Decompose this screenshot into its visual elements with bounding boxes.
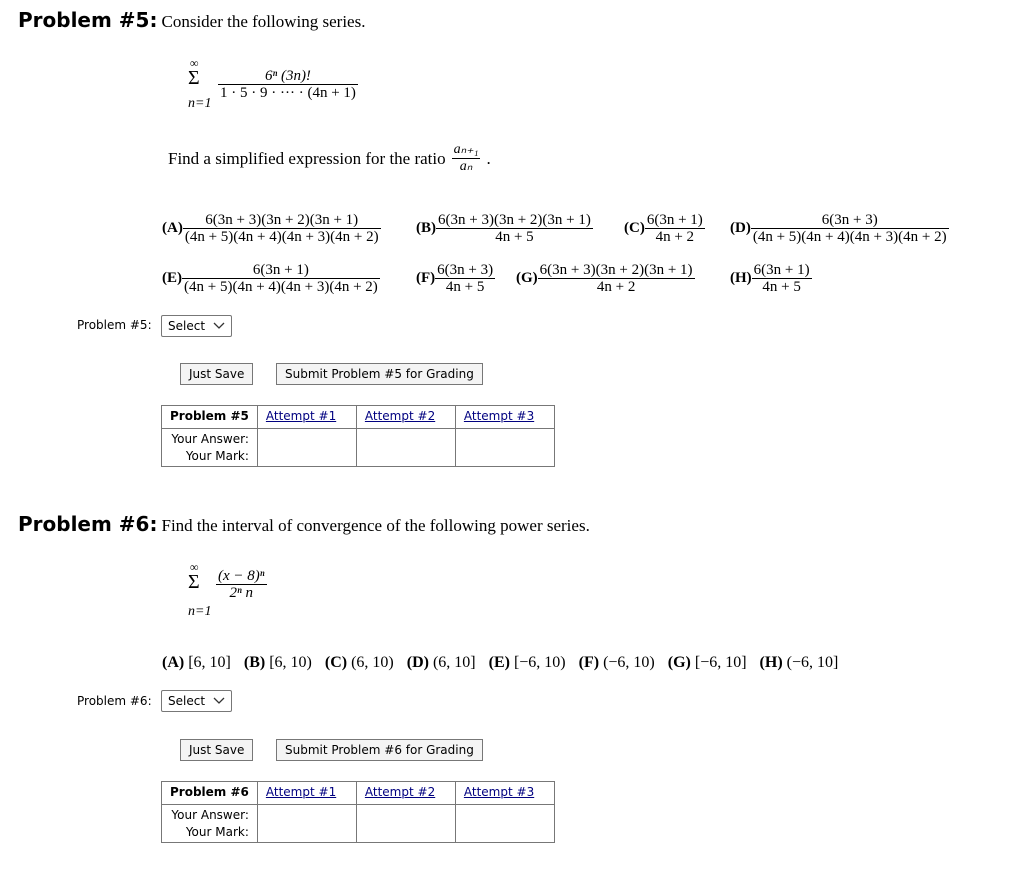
attempt-3-cell — [455, 805, 554, 843]
problem5-intro: Consider the following series. — [161, 12, 366, 31]
attempt-1-link[interactable]: Attempt #1 — [265, 409, 337, 423]
attempt-2-cell — [356, 805, 455, 843]
problem6-heading: Problem #6: — [18, 512, 158, 536]
option-numerator: 6(3n + 3) — [821, 212, 878, 228]
option-label: (H) — [730, 270, 752, 286]
option-label: (A) — [162, 220, 183, 236]
choice-C: (C) (6, 10) — [324, 654, 394, 671]
table-title: Problem #5 — [162, 406, 258, 429]
table-title: Problem #6 — [162, 782, 258, 805]
problem6-attempts-table — [161, 781, 555, 843]
attempt-3-cell — [455, 429, 554, 467]
option-A — [162, 212, 381, 245]
option-D — [730, 212, 949, 245]
option-numerator: 6(3n + 1) — [753, 262, 810, 278]
problem5-series — [188, 56, 388, 120]
ratio-fraction — [452, 142, 481, 175]
choice-F: (F) (−6, 10) — [578, 654, 655, 671]
series-numerator: 6ⁿ (3n)! — [264, 68, 311, 84]
problem5-header — [18, 8, 365, 32]
option-denominator: 4n + 5 — [762, 279, 801, 295]
option-denominator: 4n + 5 — [445, 279, 485, 295]
option-numerator: 6(3n + 3) — [437, 262, 494, 278]
option-denominator: 4n + 2 — [596, 279, 636, 295]
series-numerator: (x − 8)ⁿ — [218, 568, 265, 584]
option-G — [516, 262, 695, 295]
choice-B: (B) [6, 10) — [243, 654, 312, 671]
attempt-2-link[interactable]: Attempt #2 — [364, 785, 436, 799]
sum-lower: n=1 — [188, 604, 212, 619]
option-numerator: 6(3n + 3)(3n + 2)(3n + 1) — [539, 262, 693, 278]
problem6-header — [18, 512, 590, 536]
option-numerator: 6(3n + 1) — [646, 212, 703, 228]
choice-A: (A) [6, 10] — [162, 654, 231, 671]
problem5-answer-label: Problem #5: — [77, 318, 152, 332]
sum-upper: ∞ — [190, 560, 199, 574]
attempt-2-link[interactable]: Attempt #2 — [364, 409, 436, 423]
chevron-down-icon — [213, 697, 225, 705]
option-numerator: 6(3n + 3)(3n + 2)(3n + 1) — [205, 212, 359, 228]
your-answer-label: Your Answer: — [162, 429, 258, 447]
problem5-just-save-button[interactable]: Just Save — [180, 363, 253, 385]
choice-E: (E) [−6, 10) — [488, 654, 566, 671]
option-denominator: 4n + 5 — [495, 229, 534, 245]
option-numerator: 6(3n + 3)(3n + 2)(3n + 1) — [438, 212, 591, 228]
attempt-1-cell — [257, 429, 356, 467]
option-label: (G) — [516, 270, 538, 286]
problem5-answer-select[interactable] — [161, 315, 232, 337]
sum-upper: ∞ — [190, 56, 199, 70]
problem6-choices — [162, 654, 838, 672]
sigma-symbol: Σ — [188, 571, 200, 593]
chevron-down-icon — [213, 322, 225, 330]
attempt-2-cell — [356, 429, 455, 467]
series-denominator: 2ⁿ n — [229, 585, 253, 601]
option-label: (C) — [624, 220, 645, 236]
attempt-3-link[interactable]: Attempt #3 — [463, 409, 535, 423]
option-label: (D) — [730, 220, 751, 236]
problem6-answer-label: Problem #6: — [77, 694, 152, 708]
ratio-denominator: aₙ — [459, 159, 473, 174]
ratio-prompt: Find a simplified expression for the ratio — [168, 148, 446, 168]
your-mark-label: Your Mark: — [162, 822, 258, 843]
choice-D: (D) (6, 10] — [406, 654, 476, 671]
option-H — [730, 262, 812, 295]
problem5-heading: Problem #5: — [18, 8, 158, 32]
select-value: Select — [168, 694, 206, 708]
option-denominator: 4n + 2 — [655, 229, 695, 245]
option-B — [416, 212, 593, 245]
series-fraction — [218, 68, 358, 101]
option-label: (E) — [162, 270, 182, 286]
series-fraction — [216, 568, 267, 601]
sigma-symbol: Σ — [188, 67, 200, 89]
attempt-1-cell — [257, 805, 356, 843]
option-numerator: 6(3n + 1) — [252, 262, 309, 278]
problem5-attempts-table — [161, 405, 555, 467]
attempt-3-link[interactable]: Attempt #3 — [463, 785, 535, 799]
choice-G: (G) [−6, 10] — [667, 654, 747, 671]
ratio-numerator: aₙ₊₁ — [453, 142, 479, 157]
option-denominator: (4n + 5)(4n + 4)(4n + 3)(4n + 2) — [184, 279, 378, 295]
problem6-submit-button[interactable]: Submit Problem #6 for Grading — [276, 739, 483, 761]
problem6-answer-select[interactable] — [161, 690, 232, 712]
your-answer-label: Your Answer: — [162, 805, 258, 823]
series-denominator: 1 · 5 · 9 · ··· · (4n + 1) — [220, 85, 356, 101]
choice-H: (H) (−6, 10] — [759, 654, 839, 671]
problem6-intro: Find the interval of convergence of the following power series. — [161, 516, 590, 535]
problem6-series — [188, 560, 308, 624]
ratio-prompt-row: Find a simplified expression for the ratio $\frac{\text{aₙ₊₁}}{\text{aₙ}}$ . — [168, 142, 491, 174]
option-F — [416, 262, 495, 295]
problem6-just-save-button[interactable]: Just Save — [180, 739, 253, 761]
select-value: Select — [168, 319, 206, 333]
option-E — [162, 262, 380, 295]
option-denominator: (4n + 5)(4n + 4)(4n + 3)(4n + 2) — [752, 229, 947, 245]
your-mark-label: Your Mark: — [162, 446, 258, 467]
option-denominator: (4n + 5)(4n + 4)(4n + 3)(4n + 2) — [184, 229, 379, 245]
option-C — [624, 212, 705, 245]
attempt-1-link[interactable]: Attempt #1 — [265, 785, 337, 799]
option-label: (B) — [416, 220, 436, 236]
problem5-submit-button[interactable]: Submit Problem #5 for Grading — [276, 363, 483, 385]
option-label: (F) — [416, 270, 436, 286]
sum-lower: n=1 — [188, 96, 212, 111]
